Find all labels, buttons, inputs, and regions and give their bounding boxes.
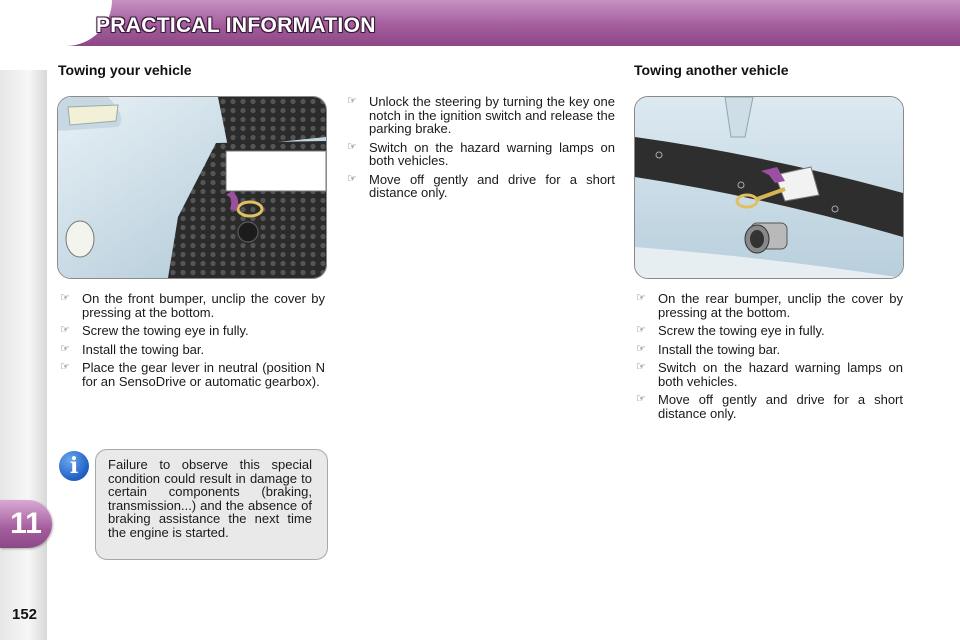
- list-item: ☞ Switch on the hazard warning lamps on both vehicles.: [347, 139, 615, 168]
- list-item: ☞ On the rear bumper, unclip the cover by pressing at the bottom.: [636, 291, 903, 320]
- chapter-tab[interactable]: 11: [0, 500, 52, 548]
- pointing-hand-icon: ☞: [636, 292, 646, 304]
- pointing-hand-icon: ☞: [60, 361, 70, 373]
- pointing-hand-icon: ☞: [347, 140, 357, 153]
- pointing-hand-icon: ☞: [60, 342, 70, 355]
- list-item: ☞ Move off gently and drive for a short distance only.: [347, 171, 615, 200]
- pointing-hand-icon: ☞: [347, 172, 357, 185]
- page-title: PRACTICAL INFORMATION: [96, 14, 376, 37]
- info-text: Failure to observe this special condition could result in damage to certain components (braking, transmission...) and the absence of braking assistance the next time the engine is started.: [108, 457, 312, 540]
- pointing-hand-icon: ☞: [636, 393, 646, 405]
- left-bullet-list: [58, 292, 325, 393]
- info-icon: i: [59, 451, 89, 481]
- section-title-towing-your-vehicle: Towing your vehicle: [58, 62, 192, 78]
- list-item: ☞ Switch on the hazard warning lamps on both vehicles.: [636, 360, 903, 389]
- rear-bumper-illustration: [634, 96, 904, 279]
- list-item: ☞ On the front bumper, unclip the cover by pressing at the bottom.: [60, 291, 325, 320]
- pointing-hand-icon: ☞: [347, 95, 357, 107]
- sidebar: [0, 70, 47, 640]
- middle-bullet-list: [345, 95, 615, 205]
- front-bumper-illustration: [57, 96, 327, 279]
- list-item: ☞ Move off gently and drive for a short distance only.: [636, 392, 903, 421]
- pointing-hand-icon: ☞: [60, 324, 70, 336]
- list-item: ☞ Screw the towing eye in fully.: [60, 323, 249, 338]
- list-item: ☞ Install the towing bar.: [60, 341, 205, 357]
- right-bullet-list: [634, 292, 903, 425]
- pointing-hand-icon: ☞: [636, 342, 646, 355]
- list-item: ☞ Place the gear lever in neutral (position N for an SensoDrive or automatic gearbox).: [60, 360, 325, 389]
- list-item: ☞ Unlock the steering by turning the key one notch in the ignition switch and release the parking brake.: [347, 94, 615, 136]
- pointing-hand-icon: ☞: [636, 361, 646, 373]
- list-item: ☞ Screw the towing eye in fully.: [636, 323, 825, 338]
- section-title-towing-another-vehicle: Towing another vehicle: [634, 62, 789, 78]
- pointing-hand-icon: ☞: [636, 324, 646, 336]
- list-item: ☞ Install the towing bar.: [636, 341, 781, 357]
- page-number: 152: [12, 606, 38, 623]
- pointing-hand-icon: ☞: [60, 292, 70, 304]
